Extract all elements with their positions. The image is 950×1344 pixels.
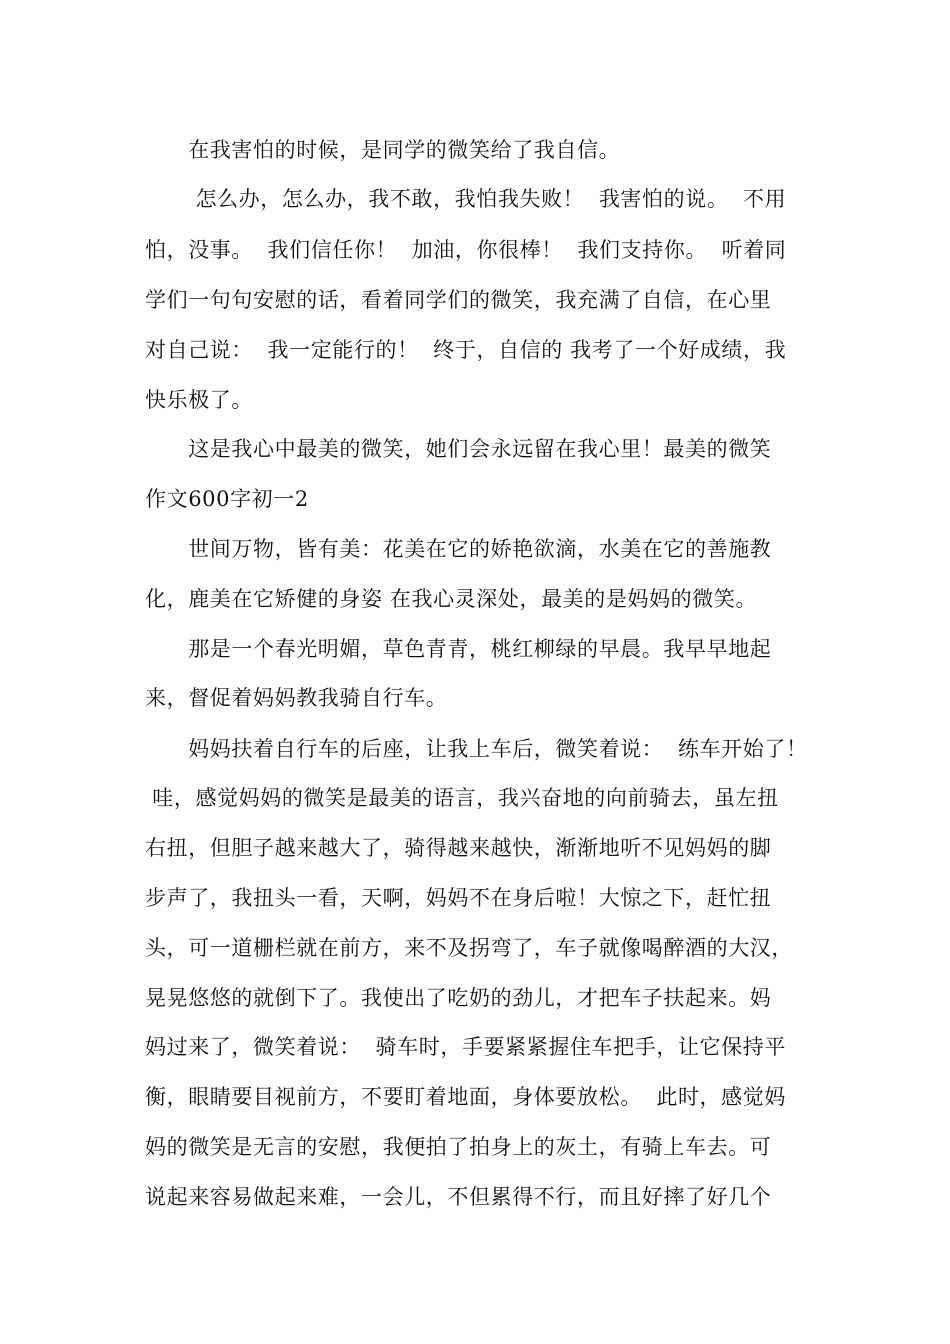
text-line: 来，督促着妈妈教我骑自行车。	[145, 686, 448, 710]
text-line: 作文600字初一2	[145, 487, 309, 511]
text-line: 右扭，但胆子越来越大了，骑得越来越快，渐渐地听不见妈妈的脚	[145, 836, 772, 860]
text-line: 这是我心中最美的微笑，她们会永远留在我心里！最美的微笑	[145, 437, 772, 461]
text-line: 怕，没事。 我们信任你！ 加油，你很棒！ 我们支持你。 听着同	[145, 238, 787, 262]
text-line: 对自己说： 我一定能行的！ 终于，自信的 我考了一个好成绩，我	[145, 338, 787, 362]
text-line: 晃晃悠悠的就倒下了。我使出了吃奶的劲儿，才把车子扶起来。妈	[145, 986, 772, 1010]
text-line: 学们一句句安慰的话，看着同学们的微笑，我充满了自信，在心里	[145, 288, 772, 312]
text-line: 妈的微笑是无言的安慰，我便拍了拍身上的灰土，有骑上车去。可	[145, 1135, 772, 1159]
text-line: 化，鹿美在它矫健的身姿 在我心灵深处，最美的是妈妈的微笑。	[145, 587, 758, 611]
text-line: 头，可一道栅栏就在前方，来不及拐弯了，车子就像喝醉酒的大汉，	[145, 936, 793, 960]
text-line: 世间万物，皆有美：花美在它的娇艳欲滴，水美在它的善施教	[145, 537, 772, 561]
text-line: 哇，感觉妈妈的微笑是最美的语言，我兴奋地的向前骑去，虽左扭	[145, 786, 779, 810]
text-line: 妈妈扶着自行车的后座，让我上车后，微笑着说： 练车开始了！	[145, 737, 808, 761]
text-line: 快乐极了。	[145, 388, 253, 412]
text-line: 妈过来了，微笑着说： 骑车时，手要紧紧握住车把手，让它保持平	[145, 1035, 786, 1059]
text-line: 步声了，我扭头一看，天啊，妈妈不在身后啦！大惊之下，赶忙扭	[145, 886, 772, 910]
text-line: 衡，眼睛要目视前方，不要盯着地面，身体要放松。 此时，感觉妈	[145, 1085, 786, 1109]
text-line: 那是一个春光明媚，草色青青，桃红柳绿的早晨。我早早地起	[145, 637, 772, 661]
text-line: 说起来容易做起来难，一会儿，不但累得不行，而且好摔了好几个	[145, 1185, 772, 1209]
text-line: 在我害怕的时候，是同学的微笑给了我自信。	[145, 138, 621, 162]
text-line: 怎么办，怎么办，我不敢，我怕我失败！ 我害怕的说。 不用	[145, 187, 787, 211]
